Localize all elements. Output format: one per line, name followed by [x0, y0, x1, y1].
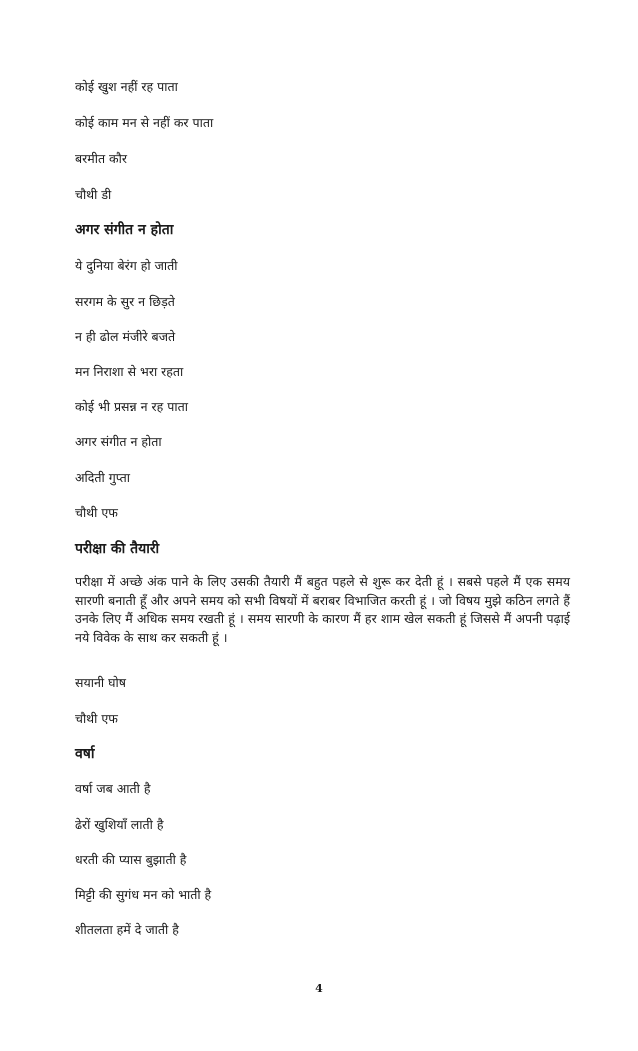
poem-title: वर्षा — [75, 746, 95, 762]
author-class: चौथी डी — [75, 187, 112, 202]
poem-line: कोई भी प्रसन्न न रह पाता — [75, 399, 188, 414]
author-name: अदिती गुप्ता — [75, 470, 131, 485]
page-number: 4 — [315, 982, 323, 995]
poem-line: ये दुनिया बेरंग हो जाती — [75, 258, 178, 273]
poem-line: धरती की प्यास बुझाती है — [75, 852, 187, 867]
poem-line: न ही ढोल मंजीरे बजते — [75, 329, 176, 344]
poem-line: ढेरों खुशियाँ लाती है — [75, 817, 164, 832]
author-name: सयानी घोष — [75, 675, 126, 690]
author-name: बरमीत कौर — [75, 151, 128, 166]
poem-line: मिट्टी की सुगंध मन को भाती है — [75, 887, 212, 902]
author-class: चौथी एफ — [75, 711, 118, 726]
poem-line: अगर संगीत न होता — [75, 434, 162, 449]
author-class: चौथी एफ — [75, 505, 118, 520]
poem-line: शीतलता हमें दे जाती है — [75, 922, 179, 937]
poem-line: वर्षा जब आती है — [75, 781, 151, 796]
poem-title: अगर संगीत न होता — [75, 222, 174, 238]
poem-line: सरगम के सुर न छिड़ते — [75, 294, 175, 309]
poem-line: मन निराशा से भरा रहता — [75, 364, 184, 379]
poem-line: कोई खुश नहीं रह पाता — [75, 79, 178, 94]
poem-line: कोई काम मन से नहीं कर पाता — [75, 115, 214, 130]
essay-paragraph: परीक्षा में अच्छे अंक पाने के लिए उसकी तैयारी मैं बहुत पहले से शुरू कर देती हूं । सबसे पहले मैं एक समय सारणी बनाती हूँ और अपने समय को सभी विषयों में बराबर विभाजित करती हूं । जो विषय मुझे कठिन लगते हैं उनके लिए मैं अधिक समय रखती हूं । समय सारणी के कारण मैं हर शाम खेल सकती हूं जिससे मैं अपनी पढ़ाई नये विवेक के साथ कर सकती हूं । — [75, 574, 570, 645]
essay-title: परीक्षा की तैयारी — [75, 541, 160, 557]
